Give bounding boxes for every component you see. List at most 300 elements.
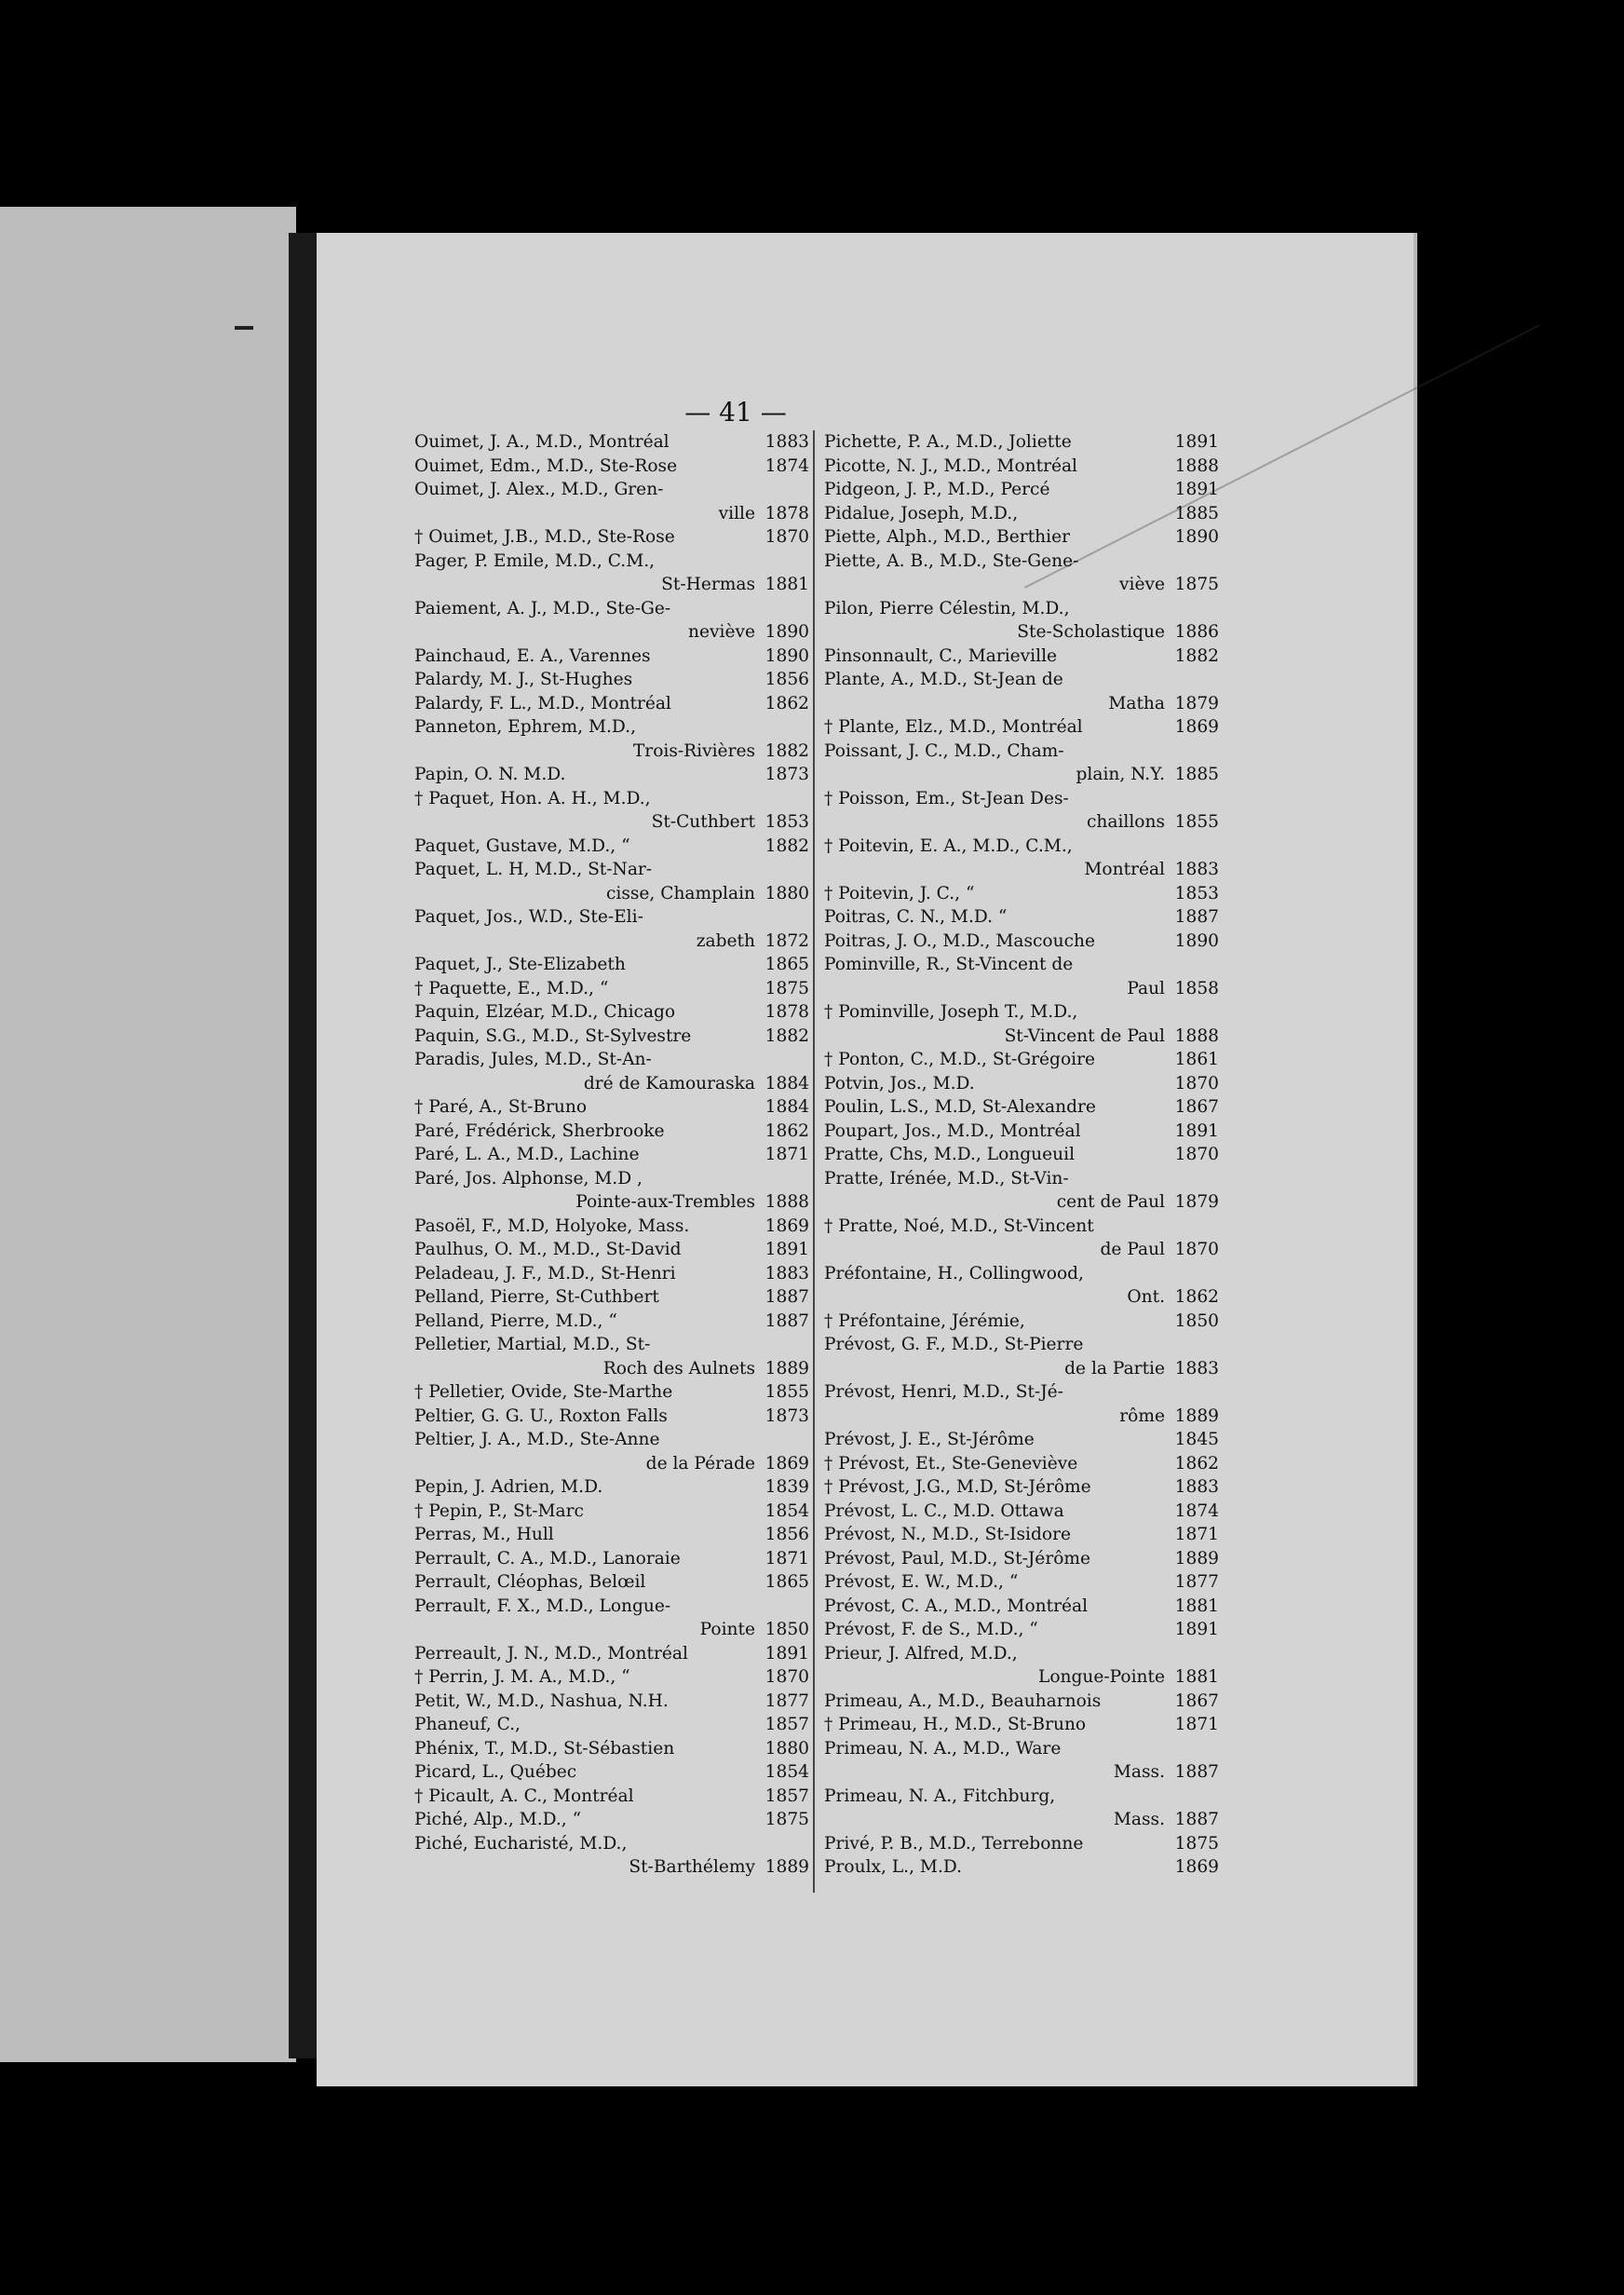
entry-text: Paré, L. A., M.D., Lachine [414, 1145, 640, 1164]
entry-text: Pepin, J. Adrien, M.D. [414, 1477, 603, 1497]
entry-text: † Pepin, P., St-Marc [414, 1501, 584, 1521]
entry-year: 1888 [1174, 455, 1219, 476]
column-divider [813, 430, 815, 1893]
directory-entry [414, 430, 809, 455]
entry-year: 1871 [1174, 1525, 1219, 1544]
entry-text: Paulhus, O. M., M.D., St-David [414, 1240, 682, 1259]
entry-text: † Paquette, E., M.D., “ [414, 978, 609, 998]
entry-continuation: dré de Kamouraska [583, 1073, 755, 1093]
entry-text: Palardy, F. L., M.D., Montréal [414, 693, 671, 713]
entry-year: 1891 [1174, 1620, 1219, 1639]
directory-entry [824, 1357, 1219, 1381]
entry-text: Pichette, P. A., M.D., Joliette [824, 432, 1072, 452]
entry-year: 1884 [765, 1073, 809, 1093]
directory-entry [824, 455, 1219, 479]
directory-entry [824, 1333, 1219, 1357]
entry-text: Paré, Frédérick, Sherbrooke [414, 1120, 665, 1141]
entry-text: Picard, L., Québec [414, 1762, 577, 1782]
entry-year: 1839 [765, 1477, 809, 1497]
right-column [824, 430, 1219, 1880]
entry-text: † Plante, Elz., M.D., Montréal [824, 717, 1083, 737]
directory-entry [414, 1737, 809, 1761]
entry-text: Phénix, T., M.D., St-Sébastien [414, 1738, 675, 1759]
entry-year: 1870 [765, 527, 809, 547]
directory-entry [824, 502, 1219, 526]
directory-entry [824, 835, 1219, 859]
directory-entry [824, 858, 1219, 882]
entry-year: 1881 [1174, 1596, 1219, 1616]
entry-continuation: cisse, Champlain [605, 883, 755, 903]
entry-continuation: de Paul [1100, 1240, 1165, 1259]
entry-text: Pelletier, Martial, M.D., St- [414, 1335, 651, 1354]
entry-text: Préfontaine, H., Collingwood, [824, 1263, 1084, 1283]
entry-text: Poulin, L.S., M.D, St-Alexandre [824, 1097, 1096, 1117]
entry-text: Primeau, N. A., M.D., Ware [824, 1738, 1062, 1759]
entry-year: 1874 [765, 455, 809, 476]
entry-text: † Préfontaine, Jérémie, [824, 1310, 1025, 1331]
entry-text: Paquet, Gustave, M.D., “ [414, 835, 630, 856]
directory-entry [824, 1048, 1219, 1072]
entry-year: 1883 [765, 432, 809, 452]
directory-entry [824, 1238, 1219, 1262]
entry-text: Perrault, F. X., M.D., Longue- [414, 1596, 671, 1616]
entry-year: 1862 [765, 693, 809, 713]
directory-entry [824, 763, 1219, 787]
directory-entry [414, 1215, 809, 1239]
entry-text: Perras, M., Hull [414, 1525, 554, 1544]
directory-entry [824, 977, 1219, 1001]
entry-year [755, 1595, 809, 1619]
directory-entry [824, 1570, 1219, 1595]
directory-entry [824, 573, 1219, 597]
directory-entry [414, 645, 809, 669]
directory-entry [824, 1760, 1219, 1785]
entry-text: † Perrin, J. M. A., M.D., “ [414, 1667, 630, 1687]
entry-text: Privé, P. B., M.D., Terrebonne [824, 1833, 1084, 1854]
entry-year: 1857 [765, 1715, 809, 1734]
directory-entry [824, 1000, 1219, 1025]
directory-entry [824, 740, 1219, 764]
directory-entry [414, 1095, 809, 1120]
directory-entry [414, 1048, 809, 1072]
entry-text: Prévost, L. C., M.D. Ottawa [824, 1501, 1064, 1521]
entry-year: 1850 [1174, 1310, 1219, 1331]
entry-year [1165, 953, 1219, 977]
entry-text: Primeau, N. A., Fitchburg, [824, 1786, 1056, 1806]
entry-text: Prévost, F. de S., M.D., “ [824, 1620, 1038, 1639]
entry-year: 1878 [765, 1002, 809, 1022]
entry-text: Paquin, Elzéar, M.D., Chicago [414, 1002, 676, 1022]
directory-entry [414, 858, 809, 882]
directory-entry [824, 1618, 1219, 1642]
entry-year: 1880 [765, 883, 809, 903]
entry-year [1165, 787, 1219, 811]
entry-year [755, 715, 809, 740]
entry-text: Prévost, N., M.D., St-Isidore [824, 1525, 1071, 1544]
entry-year: 1884 [765, 1097, 809, 1117]
entry-text: Pelland, Pierre, St-Cuthbert [414, 1287, 659, 1307]
directory-entry [824, 715, 1219, 740]
directory-entry [414, 478, 809, 502]
directory-entry [414, 668, 809, 692]
entry-year: 1887 [765, 1287, 809, 1307]
directory-entry [414, 1642, 809, 1666]
entry-continuation: St-Hermas [661, 575, 755, 594]
entry-year: 1855 [1174, 812, 1219, 832]
directory-entry [824, 668, 1219, 692]
entry-year: 1869 [1174, 717, 1219, 737]
entry-year [1165, 1737, 1219, 1761]
directory-entry [824, 1832, 1219, 1856]
directory-entry [824, 1785, 1219, 1809]
entry-year: 1870 [1174, 1145, 1219, 1164]
entry-continuation: Pointe [699, 1620, 755, 1639]
entry-year: 1889 [765, 1857, 809, 1877]
entry-year: 1874 [1174, 1501, 1219, 1521]
entry-year: 1867 [1174, 1691, 1219, 1711]
entry-text: Pidalue, Joseph, M.D., [824, 503, 1019, 523]
directory-entry [414, 1428, 809, 1452]
directory-entry [414, 1595, 809, 1619]
entry-year: 1880 [765, 1738, 809, 1759]
entry-year: 1891 [1174, 1120, 1219, 1141]
entry-text: Prévost, Paul, M.D., St-Jérôme [824, 1548, 1091, 1568]
entry-year: 1867 [1174, 1097, 1219, 1117]
entry-continuation: Mass. [1113, 1810, 1165, 1829]
directory-entry [824, 1523, 1219, 1547]
entry-year: 1889 [1174, 1406, 1219, 1426]
directory-entry [824, 1595, 1219, 1619]
entry-year: 1883 [765, 1263, 809, 1283]
facing-page [0, 207, 296, 2062]
directory-entry [824, 787, 1219, 811]
entry-year: 1853 [1174, 883, 1219, 903]
entry-continuation: neviève [688, 622, 755, 642]
entry-text: Paquin, S.G., M.D., St-Sylvestre [414, 1025, 692, 1046]
entry-text: Pidgeon, J. P., M.D., Percé [824, 480, 1050, 499]
entry-year: 1887 [1174, 1762, 1219, 1782]
entry-text: Prévost, E. W., M.D., “ [824, 1572, 1019, 1592]
entry-continuation: Pointe-aux-Trembles [575, 1192, 755, 1212]
entry-text: Prévost, Henri, M.D., St-Jé- [824, 1382, 1063, 1402]
entry-text: † Ouimet, J.B., M.D., Ste-Rose [414, 527, 675, 547]
entry-year: 1854 [765, 1762, 809, 1782]
directory-entry [824, 1072, 1219, 1096]
entry-text: Paquet, L. H, M.D., St-Nar- [414, 860, 653, 879]
entry-continuation: Longue-Pointe [1037, 1667, 1165, 1687]
entry-text: Paiement, A. J., M.D., Ste-Ge- [414, 598, 671, 618]
directory-entry [824, 1475, 1219, 1500]
entry-text: Pratte, Chs, M.D., Longueuil [824, 1145, 1076, 1164]
directory-entry [414, 1808, 809, 1832]
entry-continuation: plain, N.Y. [1076, 765, 1165, 784]
entry-continuation: chaillons [1086, 812, 1165, 832]
directory-entry [414, 1405, 809, 1429]
entry-text: Prévost, G. F., M.D., St-Pierre [824, 1335, 1084, 1354]
directory-entry [824, 1143, 1219, 1167]
entry-year: 1879 [1174, 693, 1219, 713]
entry-continuation: St-Barthélemy [629, 1857, 755, 1877]
entry-year [1165, 550, 1219, 574]
entry-year: 1890 [765, 622, 809, 642]
directory-entry [414, 1333, 809, 1357]
entry-year: 1887 [765, 1310, 809, 1331]
directory-entry [824, 905, 1219, 930]
directory-entry [414, 1238, 809, 1262]
entry-year: 1875 [765, 1810, 809, 1829]
entry-year [1165, 597, 1219, 621]
entry-year: 1856 [765, 670, 809, 689]
entry-text: Pominville, R., St-Vincent de [824, 955, 1074, 974]
entry-year: 1891 [765, 1643, 809, 1664]
directory-entry [824, 1190, 1219, 1215]
entry-text: Proulx, L., M.D. [824, 1857, 963, 1877]
entry-year [755, 1428, 809, 1452]
directory-entry [414, 930, 809, 954]
directory-entry [414, 1143, 809, 1167]
directory-entry [414, 1072, 809, 1096]
directory-entry [824, 882, 1219, 906]
directory-entry [824, 1405, 1219, 1429]
entry-text: † Picault, A. C., Montréal [414, 1786, 634, 1806]
entry-continuation: Roch des Aulnets [602, 1358, 755, 1378]
entry-year: 1881 [765, 575, 809, 594]
directory-entry [414, 882, 809, 906]
directory-entry [414, 1167, 809, 1191]
entry-year: 1891 [765, 1240, 809, 1259]
entry-year: 1862 [1174, 1287, 1219, 1307]
entry-text: † Prévost, Et., Ste-Geneviève [824, 1453, 1078, 1473]
directory-entry [414, 1570, 809, 1595]
entry-text: Ouimet, Edm., M.D., Ste-Rose [414, 455, 678, 476]
entry-year [755, 1832, 809, 1856]
entry-text: Poitras, C. N., M.D. “ [824, 907, 1008, 927]
entry-year [1165, 1000, 1219, 1025]
entry-text: Perrault, C. A., M.D., Lanoraie [414, 1548, 681, 1568]
entry-year: 1869 [765, 1453, 809, 1473]
entry-text: † Primeau, H., M.D., St-Bruno [824, 1715, 1087, 1734]
entry-year: 1875 [1174, 1833, 1219, 1854]
entry-text: Petit, W., M.D., Nashua, N.H. [414, 1691, 669, 1711]
entry-text: Pinsonnault, C., Marieville [824, 645, 1058, 666]
directory-entry [824, 810, 1219, 835]
entry-year [755, 1333, 809, 1357]
entry-text: Pratte, Irénée, M.D., St-Vin- [824, 1168, 1069, 1188]
entry-year: 1869 [765, 1215, 809, 1236]
entry-year: 1875 [1174, 575, 1219, 594]
entry-year [755, 905, 809, 930]
directory-entry [824, 1120, 1219, 1144]
entry-year: 1850 [765, 1620, 809, 1639]
entry-year: 1886 [1174, 622, 1219, 642]
directory-entry [824, 525, 1219, 550]
entry-year: 1881 [1174, 1667, 1219, 1687]
directory-entry [824, 930, 1219, 954]
directory-entry [824, 1285, 1219, 1310]
entry-text: Prévost, J. E., St-Jérôme [824, 1430, 1035, 1449]
directory-entry [414, 597, 809, 621]
entry-year [1165, 1380, 1219, 1405]
entry-continuation: de la Pérade [645, 1453, 755, 1473]
entry-year: 1890 [765, 645, 809, 666]
entry-year: 1865 [765, 1572, 809, 1592]
entry-year: 1879 [1174, 1192, 1219, 1212]
entry-continuation: Ste-Scholastique [1017, 622, 1165, 642]
entry-year: 1882 [765, 835, 809, 856]
entry-year [755, 550, 809, 574]
entry-year: 1845 [1174, 1430, 1219, 1449]
entry-text: Piché, Eucharisté, M.D., [414, 1833, 628, 1854]
entry-text: Piché, Alp., M.D., “ [414, 1810, 582, 1829]
entry-year: 1853 [765, 812, 809, 832]
entry-year: 1865 [765, 955, 809, 974]
entry-text: Primeau, A., M.D., Beauharnois [824, 1691, 1102, 1711]
entry-year: 1872 [765, 930, 809, 951]
directory-page [317, 233, 1417, 2086]
directory-entry [824, 1095, 1219, 1120]
directory-entry [414, 763, 809, 787]
directory-entry [824, 430, 1219, 455]
directory-entry [824, 953, 1219, 977]
entry-year: 1890 [1174, 930, 1219, 951]
entry-text: Piette, Alph., M.D., Berthier [824, 527, 1070, 547]
directory-entry [414, 525, 809, 550]
entry-continuation: Matha [1108, 693, 1165, 713]
entry-year: 1862 [765, 1120, 809, 1141]
directory-entry [414, 573, 809, 597]
directory-entry [414, 1120, 809, 1144]
directory-entry [414, 1190, 809, 1215]
directory-entry [414, 715, 809, 740]
directory-entry [824, 1167, 1219, 1191]
entry-text: † Poitevin, E. A., M.D., C.M., [824, 835, 1073, 856]
entry-year [755, 787, 809, 811]
directory-entry [414, 953, 809, 977]
directory-entry [414, 1665, 809, 1690]
entry-text: † Pratte, Noé, M.D., St-Vincent [824, 1215, 1094, 1236]
entry-text: Peltier, G. G. U., Roxton Falls [414, 1406, 668, 1426]
entry-text: † Poisson, Em., St-Jean Des- [824, 788, 1069, 808]
entry-year: 1877 [765, 1691, 809, 1711]
directory-entry [414, 1310, 809, 1334]
entry-text: Panneton, Ephrem, M.D., [414, 717, 636, 737]
directory-entry [414, 1713, 809, 1737]
entry-year: 1887 [1174, 1810, 1219, 1829]
entry-year: 1857 [765, 1786, 809, 1806]
directory-entry [414, 1285, 809, 1310]
entry-text: Phaneuf, C., [414, 1715, 521, 1734]
entry-continuation: viève [1119, 575, 1165, 594]
directory-entry [414, 692, 809, 716]
entry-text: Perrault, Cléophas, Belœil [414, 1572, 646, 1592]
entry-year [1165, 1262, 1219, 1286]
entry-year: 1873 [765, 1406, 809, 1426]
entry-year: 1883 [1174, 1358, 1219, 1378]
directory-entry [414, 810, 809, 835]
entry-text: † Pominville, Joseph T., M.D., [824, 1002, 1078, 1022]
directory-entry [824, 550, 1219, 574]
entry-year [1165, 740, 1219, 764]
entry-year: 1883 [1174, 860, 1219, 879]
entry-year: 1858 [1174, 978, 1219, 998]
entry-text: † Paquet, Hon. A. H., M.D., [414, 788, 651, 808]
entry-year: 1882 [765, 740, 809, 761]
entry-year [755, 478, 809, 502]
entry-text: Pelland, Pierre, M.D., “ [414, 1310, 617, 1331]
directory-entry [824, 645, 1219, 669]
directory-entry [824, 1642, 1219, 1666]
entry-text: Pasoël, F., M.D, Holyoke, Mass. [414, 1215, 690, 1236]
entry-year: 1856 [765, 1525, 809, 1544]
entry-year: 1889 [765, 1358, 809, 1378]
entry-text: † Poitevin, J. C., “ [824, 883, 975, 903]
entry-continuation: Montréal [1084, 860, 1165, 879]
entry-continuation: St-Cuthbert [651, 812, 755, 832]
entry-year [1165, 1642, 1219, 1666]
entry-year [1165, 668, 1219, 692]
directory-entry [414, 1380, 809, 1405]
entry-text: Papin, O. N. M.D. [414, 765, 566, 784]
entry-text: Palardy, M. J., St-Hughes [414, 670, 633, 689]
entry-text: Picotte, N. J., M.D., Montréal [824, 455, 1078, 476]
directory-entry [824, 1500, 1219, 1524]
directory-entry [414, 1452, 809, 1476]
entry-text: Plante, A., M.D., St-Jean de [824, 670, 1063, 689]
entry-text: Piette, A. B., M.D., Ste-Gene- [824, 550, 1079, 571]
entry-continuation: Trois-Rivières [632, 740, 755, 761]
entry-continuation: cent de Paul [1056, 1192, 1165, 1212]
entry-year [755, 1048, 809, 1072]
entry-text: Potvin, Jos., M.D. [824, 1073, 975, 1093]
directory-entry [824, 1428, 1219, 1452]
entry-year: 1890 [1174, 527, 1219, 547]
entry-year: 1861 [1174, 1050, 1219, 1069]
entry-text: Paquet, Jos., W.D., Ste-Eli- [414, 907, 643, 927]
entry-year: 1882 [765, 1025, 809, 1046]
directory-entry [414, 550, 809, 574]
entry-year [1165, 1785, 1219, 1809]
entry-text: † Pelletier, Ovide, Ste-Marthe [414, 1382, 673, 1402]
entry-text: Prieur, J. Alfred, M.D., [824, 1643, 1018, 1664]
directory-entry [414, 1690, 809, 1714]
entry-year [755, 1167, 809, 1191]
entry-year: 1885 [1174, 765, 1219, 784]
entry-text: Paradis, Jules, M.D., St-An- [414, 1050, 652, 1069]
entry-text: † Ponton, C., M.D., St-Grégoire [824, 1050, 1095, 1069]
entry-year: 1871 [765, 1548, 809, 1568]
directory-entry [414, 835, 809, 859]
entry-year [1165, 835, 1219, 859]
entry-continuation: de la Partie [1064, 1358, 1165, 1378]
entry-year: 1885 [1174, 503, 1219, 523]
entry-text: Painchaud, E. A., Varennes [414, 645, 651, 666]
entry-year: 1855 [765, 1382, 809, 1402]
entry-text: † Prévost, J.G., M.D, St-Jérôme [824, 1477, 1091, 1497]
entry-text: Peladeau, J. F., M.D., St-Henri [414, 1263, 676, 1283]
entry-continuation: rôme [1119, 1406, 1165, 1426]
entry-year [1165, 1333, 1219, 1357]
directory-entry [414, 977, 809, 1001]
entry-year: 1878 [765, 503, 809, 523]
directory-entry [824, 1690, 1219, 1714]
directory-entry [824, 1310, 1219, 1334]
entry-continuation: Ont. [1127, 1287, 1165, 1307]
directory-entry [824, 1262, 1219, 1286]
directory-entry [414, 1025, 809, 1049]
entry-year: 1873 [765, 765, 809, 784]
entry-year: 1869 [1174, 1857, 1219, 1877]
directory-entry [824, 1808, 1219, 1832]
